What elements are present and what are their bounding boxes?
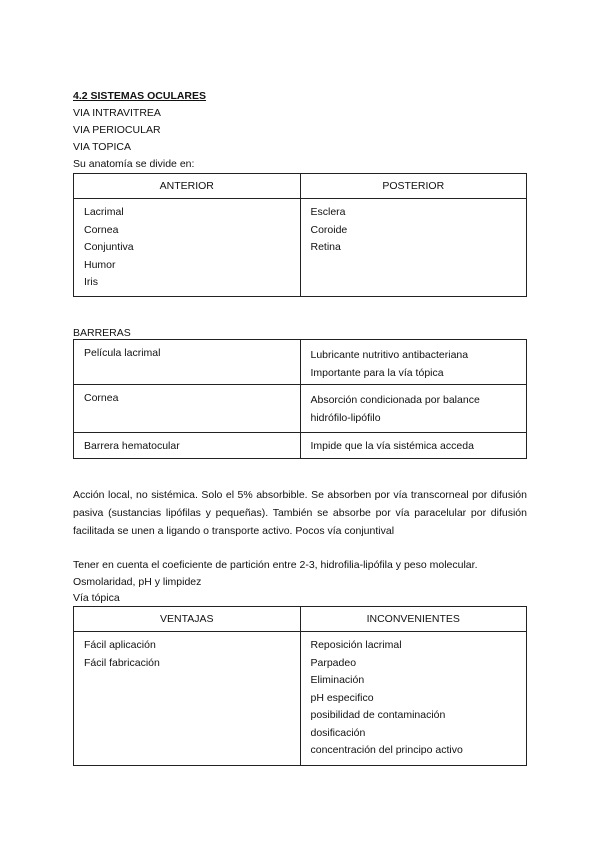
list-item: Eliminación <box>310 674 365 686</box>
topical-title: Vía tópica <box>73 592 120 604</box>
barrier-desc: Impide que la vía sistémica acceda <box>300 433 527 459</box>
list-item: Fácil aplicación <box>84 639 156 651</box>
inconvenientes-list <box>311 637 517 760</box>
partition-note: Tener en cuenta el coeficiente de partición entre 2-3, hidrofilia-lipófila y peso molecular. <box>73 559 478 571</box>
list-item: Coroide <box>310 223 348 236</box>
list-item: Lacrimal <box>84 206 124 218</box>
topical-table <box>73 606 527 766</box>
list-item: concentración del principo activo <box>310 744 463 756</box>
absorption-paragraph: Acción local, no sistémica. Solo el 5% absorbible. Se absorben por vía transcorneal por difusión pasiva (sustancias lipófilas y pequeñas). También se absorbe por vía paracelular por difusión facilitada se unen a ligando o transporte activo. Pocos vía conjuntival <box>73 489 527 537</box>
section-heading: 4.2 SISTEMAS OCULARES <box>73 90 207 102</box>
anterior-header: ANTERIOR <box>74 174 301 199</box>
list-item: Humor <box>84 258 116 271</box>
list-item: Conjuntiva <box>84 241 134 253</box>
barriers-table <box>73 339 527 459</box>
route-item: VIA TOPICA <box>73 141 131 153</box>
list-item: Reposición lacrimal <box>310 639 402 651</box>
desc-line: Absorción condicionada por balance <box>310 394 480 406</box>
desc-line: Importante para la vía tópica <box>310 366 444 379</box>
list-item: Esclera <box>310 206 346 218</box>
desc-line: Lubricante nutritivo antibacteriana <box>310 349 469 361</box>
list-item: posibilidad de contaminación <box>310 709 446 721</box>
barriers-title: BARRERAS <box>73 327 131 339</box>
barrier-name: Película lacrimal <box>74 340 301 385</box>
posterior-list <box>311 204 517 257</box>
list-item: Parpadeo <box>310 656 357 669</box>
properties-note: Osmolaridad, pH y limpidez <box>73 576 202 588</box>
anterior-list <box>84 204 290 292</box>
list-item: Iris <box>84 276 98 288</box>
ventajas-list <box>84 637 290 672</box>
route-item: VIA PERIOCULAR <box>73 124 161 136</box>
barrier-desc <box>311 347 517 382</box>
route-item: VIA INTRAVITREA <box>73 107 161 119</box>
list-item: Fácil fabricación <box>84 656 160 669</box>
anatomy-intro: Su anatomía se divide en: <box>73 158 195 170</box>
barrier-name: Barrera hematocular <box>74 433 301 459</box>
list-item: Retina <box>310 241 341 253</box>
barrier-name: Cornea <box>74 385 301 433</box>
list-item: pH especifico <box>310 691 374 704</box>
list-item: Cornea <box>84 223 119 236</box>
list-item: dosificación <box>310 726 366 739</box>
anatomy-table <box>73 173 527 297</box>
inconvenientes-header: INCONVENIENTES <box>300 607 527 632</box>
posterior-header: POSTERIOR <box>300 174 527 199</box>
ventajas-header: VENTAJAS <box>74 607 301 632</box>
barrier-desc <box>311 392 517 427</box>
desc-line: hidrófilo-lipófilo <box>310 411 381 424</box>
